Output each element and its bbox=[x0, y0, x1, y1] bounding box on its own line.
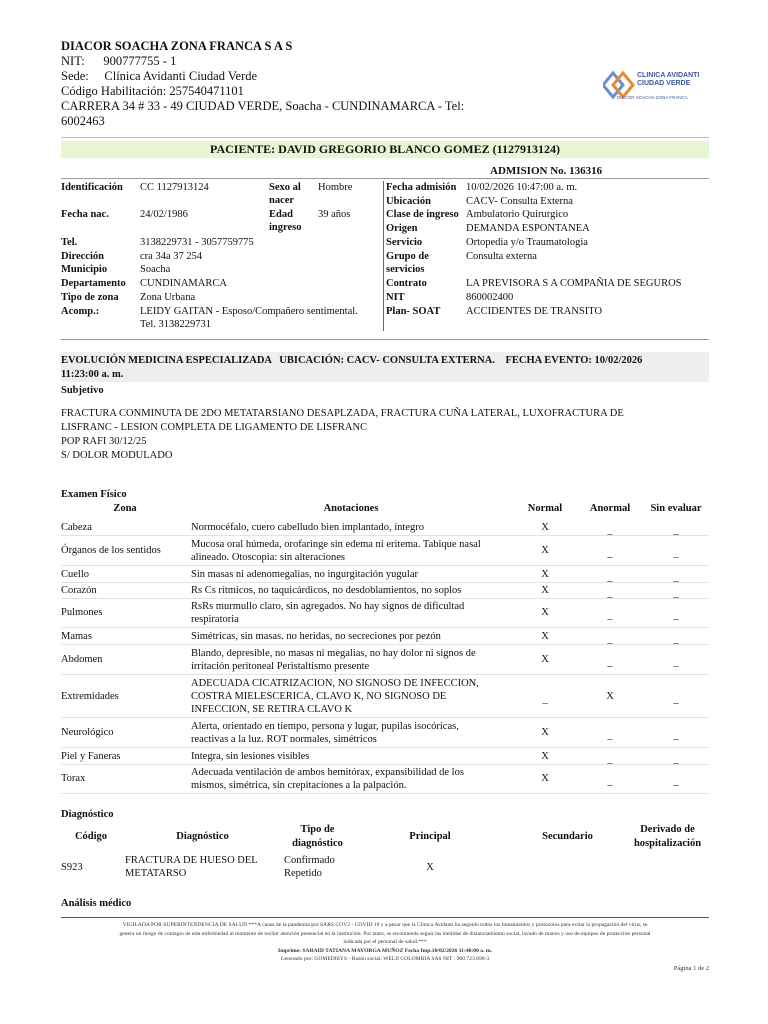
nit-value: 860002400 bbox=[466, 292, 514, 303]
sexo-label-2: nacer bbox=[269, 195, 295, 206]
grupo-label-1: Grupo de bbox=[386, 251, 429, 262]
info-column-divider bbox=[383, 181, 384, 331]
sin-evaluar-cell: _ bbox=[673, 587, 679, 599]
sin-evaluar-cell: _ bbox=[673, 693, 679, 705]
zona-label: Tipo de zona bbox=[61, 292, 119, 303]
normal-cell: X bbox=[541, 545, 549, 556]
footer-line3: indicada por el personal de salud.*** bbox=[343, 939, 427, 945]
servicio-value: Ortopedia y/o Traumatologia bbox=[466, 237, 588, 248]
anotacion-cell-line1: RsRs murmullo claro, sin agregados. No hay signos de dificultad bbox=[191, 600, 465, 612]
diag-name-1: FRACTURA DE HUESO DEL bbox=[125, 855, 258, 866]
anormal-cell: _ bbox=[607, 610, 613, 621]
evolucion-line2: 11:23:00 a. m. bbox=[61, 369, 124, 380]
row-divider bbox=[61, 747, 709, 748]
zona-cell: Mamas bbox=[61, 630, 92, 642]
normal-cell: X bbox=[541, 750, 549, 762]
acomp-value-2: Tel. 3138229731 bbox=[140, 319, 212, 330]
zona-cell: Cuello bbox=[61, 568, 89, 580]
normal-cell: X bbox=[541, 584, 549, 596]
edad-value: 39 años bbox=[318, 209, 351, 220]
header-divider bbox=[61, 137, 709, 138]
anotacion-cell-line1: Mucosa oral húmeda, orofaringe sin edema ni eritema. Tabique nasal bbox=[191, 538, 481, 550]
identificacion-label: Identificación bbox=[61, 182, 123, 193]
anotacion-cell-line1: Blando, depresible, no masas ni megalias, no hay dolor ni signos de bbox=[191, 647, 476, 659]
logo-subtitle: DIACOR SOACHA ZONA FRANCA bbox=[617, 95, 688, 100]
col-codigo: Código bbox=[74, 831, 108, 842]
page-number: Página 1 de 2 bbox=[673, 965, 709, 972]
identificacion-value: CC 1127913124 bbox=[140, 182, 209, 193]
anotacion-cell-line1: Adecuada ventilación de ambos hemitórax, expansibilidad de los bbox=[191, 766, 464, 778]
anormal-cell: _ bbox=[607, 753, 613, 765]
sin-evaluar-cell: _ bbox=[673, 753, 679, 765]
sin-evaluar-cell: _ bbox=[673, 633, 679, 645]
anotacion-cell-line2: irritación peritoneal Peristaltismo presente bbox=[191, 660, 370, 672]
subjetivo-title: Subjetivo bbox=[61, 385, 104, 396]
anormal-cell: _ bbox=[607, 776, 613, 787]
row-divider bbox=[61, 793, 709, 794]
col-anotaciones: Anotaciones bbox=[323, 503, 379, 514]
col-derivado-1: Derivado de bbox=[640, 824, 695, 835]
clase-label: Clase de ingreso bbox=[386, 209, 459, 220]
anotacion-cell-line2: COSTRA MIELESCERICA, CLAVO K, NO SIGNOSO DE bbox=[191, 690, 447, 702]
diag-tipo-1: Confirmado bbox=[284, 855, 335, 866]
zona-cell: Órganos de los sentidos bbox=[61, 545, 161, 556]
ubicacion-value: CACV- Consulta Externa bbox=[466, 196, 573, 207]
footer-line2: genera un riesgo de contagio de esta enfermedad al momento de recibir atención presencial en la institución. Por tanto, se recomienda seguir las medidas de distanciamiento social, lavado de manos y uso de equipos de protección personal bbox=[119, 930, 651, 937]
municipio-value: Soacha bbox=[140, 264, 171, 275]
edad-label-1: Edad bbox=[269, 209, 293, 220]
analisis-title: Análisis médico bbox=[61, 898, 132, 909]
anotacion-cell-line1: ADECUADA CICATRIZACION, NO SIGNOSO DE INFECCION, bbox=[191, 677, 479, 689]
contrato-label: Contrato bbox=[386, 278, 427, 289]
diagnostico-title: Diagnóstico bbox=[61, 809, 114, 820]
subjetivo-line4: S/ DOLOR MODULADO bbox=[61, 450, 173, 461]
anotacion-cell-line1: Normocéfalo, cuero cabelludo bien implantado, íntegro bbox=[191, 521, 424, 533]
row-divider bbox=[61, 717, 709, 718]
anotacion-cell-line1: Rs Cs rítmicos, no taquicárdicos, no desdoblamientos, no soplos bbox=[191, 584, 462, 596]
col-zona: Zona bbox=[113, 503, 137, 514]
acomp-label: Acomp.: bbox=[61, 306, 100, 317]
tel-value: 3138229731 - 3057759775 bbox=[140, 237, 254, 248]
anormal-cell: _ bbox=[607, 587, 613, 599]
diag-name-2: METATARSO bbox=[125, 868, 187, 879]
sin-evaluar-cell: _ bbox=[673, 610, 679, 621]
row-divider bbox=[61, 674, 709, 675]
anotacion-cell-line2: respiratoria bbox=[191, 613, 239, 625]
sexo-label-1: Sexo al bbox=[269, 182, 301, 193]
origen-value: DEMANDA ESPONTANEA bbox=[466, 223, 590, 234]
row-divider bbox=[61, 565, 709, 566]
zona-cell: Corazón bbox=[61, 584, 97, 596]
row-divider bbox=[61, 644, 709, 645]
col-secundario: Secundario bbox=[542, 831, 593, 842]
origen-label: Origen bbox=[386, 223, 418, 234]
col-tipo-2: diagnóstico bbox=[292, 838, 343, 849]
sin-evaluar-cell: _ bbox=[673, 571, 679, 583]
zona-value: Zona Urbana bbox=[140, 292, 196, 303]
col-anormal: Anormal bbox=[589, 503, 631, 514]
anormal-cell: _ bbox=[607, 524, 613, 536]
ubicacion-label: Ubicación bbox=[386, 196, 431, 207]
examen-title: Examen Físico bbox=[61, 489, 127, 500]
fecha-nac-label: Fecha nac. bbox=[61, 209, 109, 220]
contrato-value: LA PREVISORA S A COMPAÑIA DE SEGUROS bbox=[466, 278, 682, 289]
footer-text bbox=[61, 921, 709, 964]
departamento-value: CUNDINAMARCA bbox=[140, 278, 227, 289]
company-sede: Sede: Clínica Avidanti Ciudad Verde bbox=[61, 69, 258, 83]
diag-tipo-2: Repetido bbox=[284, 868, 322, 879]
col-principal: Principal bbox=[409, 831, 451, 842]
evolucion-line1: EVOLUCIÓN MEDICINA ESPECIALIZADA UBICACIÓN: CACV- CONSULTA EXTERNA. FECHA EVENTO: 10/02/2026 bbox=[61, 355, 643, 366]
subjetivo-line2: LISFRANC - LESION COMPLETA DE LIGAMENTO DE LISFRANC bbox=[61, 422, 368, 433]
patient-bar: PACIENTE: DAVID GREGORIO BLANCO GOMEZ (1127913124) bbox=[61, 141, 709, 158]
anotacion-cell-line2: alineado. Otoscopia: sin alteraciones bbox=[191, 551, 345, 563]
subjetivo-line1: FRACTURA CONMINUTA DE 2DO METATARSIANO DESAPLZADA, FRACTURA CUÑA LATERAL, LUXOFRACTURA DE bbox=[61, 408, 624, 419]
anormal-cell: _ bbox=[607, 633, 613, 645]
info-bottom-divider bbox=[61, 339, 709, 340]
sexo-value: Hombre bbox=[318, 182, 353, 193]
footer-line4: Imprime: SARAID TATIANA MAYORGA MUÑOZ Fecha Imp.10/02/2026 11:40:00 a. m. bbox=[278, 947, 492, 954]
logo-text-2: CIUDAD VERDE bbox=[637, 80, 691, 87]
sin-evaluar-cell: _ bbox=[673, 548, 679, 559]
tel-label: Tel. bbox=[61, 237, 78, 248]
anotacion-cell-line2: reactivas a la luz. ROT normales, simétricos bbox=[191, 733, 377, 745]
normal-cell: _ bbox=[542, 693, 548, 705]
normal-cell: X bbox=[541, 521, 549, 533]
edad-label-2: ingreso bbox=[269, 222, 302, 233]
zona-cell: Piel y Faneras bbox=[61, 750, 121, 762]
company-name: DIACOR SOACHA ZONA FRANCA S A S bbox=[61, 39, 293, 53]
fecha-nac-value: 24/02/1986 bbox=[140, 209, 188, 220]
normal-cell: X bbox=[541, 630, 549, 642]
row-divider bbox=[61, 535, 709, 536]
info-divider bbox=[61, 178, 709, 179]
normal-cell: X bbox=[541, 773, 549, 784]
zona-cell: Pulmones bbox=[61, 607, 103, 618]
anormal-cell: _ bbox=[607, 548, 613, 559]
col-sin-evaluar: Sin evaluar bbox=[650, 503, 702, 514]
col-derivado-2: hospitalización bbox=[633, 838, 702, 849]
fecha-adm-value: 10/02/2026 10:47:00 a. m. bbox=[466, 182, 578, 193]
clase-value: Ambulatorio Quirurgico bbox=[466, 209, 569, 220]
address-line1: CARRERA 34 # 33 - 49 CIUDAD VERDE, Soacha - CUNDINAMARCA - Tel: bbox=[61, 99, 465, 113]
footer-line5: Generado por: GOMEDISYS - Razón social: WELII COLOMBIA SAS NIT : 900.723.696-3 bbox=[280, 956, 490, 962]
plan-label: Plan- SOAT bbox=[386, 306, 441, 317]
company-nit: NIT: 900777755 - 1 bbox=[61, 54, 177, 68]
zona-cell: Torax bbox=[61, 773, 86, 784]
zona-cell: Neurológico bbox=[61, 727, 114, 738]
row-divider bbox=[61, 627, 709, 628]
fecha-adm-label: Fecha admisión bbox=[386, 182, 457, 193]
normal-cell: X bbox=[541, 568, 549, 580]
address-line2: 6002463 bbox=[61, 114, 105, 128]
anotacion-cell-line1: Alerta, orientado en tiempo, persona y lugar, pupilas isocóricas, bbox=[191, 720, 459, 732]
col-tipo-1: Tipo de bbox=[300, 824, 335, 835]
anotacion-cell-line1: Sin masas ni adenomegalias, no ingurgitación yugular bbox=[191, 568, 418, 580]
footer-line1: VIGILADA POR SUPERINTENDENCIA DE SALUD ***A causa de la pandemia por SARS COV2 - COVID 19 y a pesar que la Clínica Avidanti ha seguido todos los lineamientos y protocolos para evitar la propagación del virus, se bbox=[122, 922, 648, 928]
habilitacion: Código Habilitación: 257540471101 bbox=[61, 84, 244, 98]
grupo-label-2: servicios bbox=[386, 264, 425, 275]
anormal-cell: _ bbox=[607, 657, 613, 668]
admision-number: ADMISION No. 136316 bbox=[490, 165, 603, 177]
anotacion-cell-line1: Integra, sin lesiones visibles bbox=[191, 750, 310, 762]
servicio-label: Servicio bbox=[386, 237, 423, 248]
footer-divider bbox=[61, 917, 709, 918]
grupo-value: Consulta externa bbox=[466, 251, 537, 262]
anormal-cell: X bbox=[606, 690, 614, 702]
normal-cell: X bbox=[541, 607, 549, 618]
normal-cell: X bbox=[541, 654, 549, 665]
zona-cell: Extremidades bbox=[61, 690, 119, 702]
nit-label: NIT bbox=[386, 292, 405, 303]
departamento-label: Departamento bbox=[61, 278, 126, 289]
zona-cell: Cabeza bbox=[61, 521, 92, 533]
acomp-value-1: LEIDY GAITAN - Esposo/Compañero sentimental. bbox=[140, 306, 358, 317]
diag-principal: X bbox=[426, 862, 434, 873]
plan-value: ACCIDENTES DE TRANSITO bbox=[466, 306, 603, 317]
logo-text-1: CLINICA AVIDANTI bbox=[637, 72, 700, 79]
col-diagnostico: Diagnóstico bbox=[176, 831, 229, 842]
zona-cell: Abdomen bbox=[61, 654, 103, 665]
sin-evaluar-cell: _ bbox=[673, 776, 679, 787]
direccion-label: Dirección bbox=[61, 251, 104, 262]
subjetivo-line3: POP RAFI 30/12/25 bbox=[61, 436, 147, 447]
sin-evaluar-cell: _ bbox=[673, 524, 679, 536]
anotacion-cell-line1: Simétricas, sin masas. no heridas, no secreciones por pezón bbox=[191, 630, 441, 642]
anormal-cell: _ bbox=[607, 571, 613, 583]
sin-evaluar-cell: _ bbox=[673, 730, 679, 741]
col-normal: Normal bbox=[527, 503, 563, 514]
anotacion-cell-line3: INFECCION, SE RETIRA CLAVO K bbox=[191, 703, 353, 715]
direccion-value: cra 34a 37 254 bbox=[140, 251, 203, 262]
diag-codigo: S923 bbox=[61, 862, 83, 873]
municipio-label: Municipio bbox=[61, 264, 108, 275]
anotacion-cell-line2: mismos, simétrica, sin crepitaciones a la palpación. bbox=[191, 779, 407, 791]
anormal-cell: _ bbox=[607, 730, 613, 741]
normal-cell: X bbox=[541, 727, 549, 738]
sin-evaluar-cell: _ bbox=[673, 657, 679, 668]
clinic-logo bbox=[603, 68, 713, 102]
